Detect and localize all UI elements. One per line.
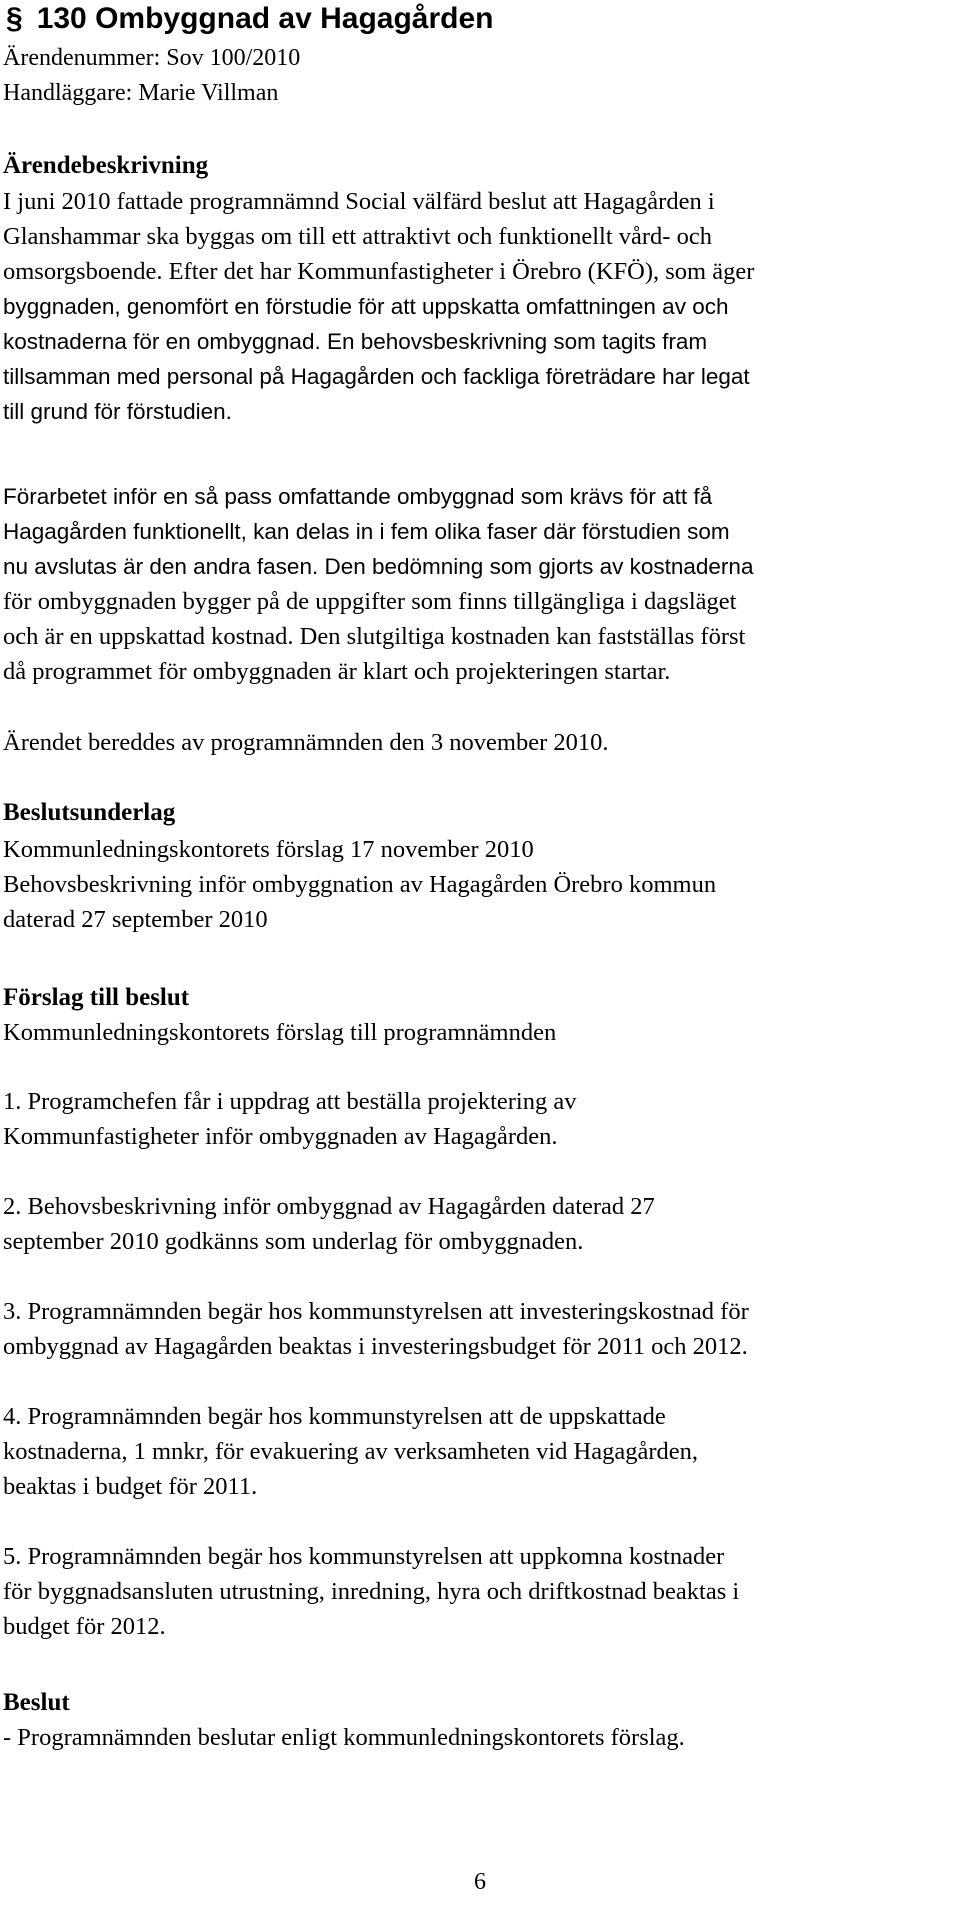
- basis-list: [3, 832, 955, 937]
- text-line: kostnaderna för en ombyggnad. En behovsbeskrivning som tagits fram: [3, 329, 708, 354]
- case-handler: Handläggare: Marie Villman: [3, 80, 279, 106]
- case-number: Ärendenummer: Sov 100/2010: [3, 45, 301, 71]
- description-paragraph-3: [3, 725, 955, 760]
- text-line: 4. Programnämnden begär hos kommunstyrelsen att de uppskattade: [3, 1403, 666, 1430]
- page-number: 6: [474, 1869, 486, 1895]
- text-line: ombyggnad av Hagagården beaktas i investeringsbudget för 2011 och 2012.: [3, 1333, 748, 1360]
- description-paragraph-2: [3, 479, 955, 689]
- text-line: beaktas i budget för 2011.: [3, 1473, 258, 1500]
- basis-item: Kommunledningskontorets förslag 17 november 2010: [3, 836, 534, 863]
- text-line: och är en uppskattad kostnad. Den slutgiltiga kostnaden kan fastställas först: [3, 623, 746, 650]
- text-line: tillsamman med personal på Hagagården och fackliga företrädare har legat: [3, 364, 750, 389]
- text-line: Hagagården funktionellt, kan delas in i fem olika faser där förstudien som: [3, 519, 730, 544]
- text-line: för byggnadsansluten utrustning, inredning, hyra och driftkostnad beaktas i: [3, 1578, 740, 1605]
- decision-heading: Beslut: [3, 1689, 70, 1716]
- text-line: omsorgsboende. Efter det har Kommunfastigheter i Örebro (KFÖ), som äger: [3, 258, 755, 285]
- text-line: budget för 2012.: [3, 1613, 166, 1640]
- text-line: kostnaderna, 1 mnkr, för evakuering av verksamheten vid Hagagården,: [3, 1438, 698, 1465]
- text-line: Ärendet bereddes av programnämnden den 3 november 2010.: [3, 729, 609, 756]
- text-line: 1. Programchefen får i uppdrag att beställa projektering av: [3, 1088, 577, 1115]
- text-line: Kommunfastigheter inför ombyggnaden av Hagagården.: [3, 1123, 558, 1150]
- proposal-intro: [3, 1015, 955, 1050]
- text-line: 5. Programnämnden begär hos kommunstyrelsen att uppkomna kostnader: [3, 1543, 725, 1570]
- text-line: I juni 2010 fattade programnämnd Social välfärd beslut att Hagagården i: [3, 188, 715, 215]
- proposal-heading: Förslag till beslut: [3, 984, 190, 1011]
- text-line: Glanshammar ska byggas om till ett attraktivt och funktionellt vård- och: [3, 223, 712, 250]
- text-line: byggnaden, genomfört en förstudie för att uppskatta omfattningen av och: [3, 294, 729, 319]
- text-line: Kommunledningskontorets förslag till programnämnden: [3, 1019, 557, 1046]
- proposal-item-1: [3, 1084, 955, 1154]
- basis-item: Behovsbeskrivning inför ombyggnation av Hagagården Örebro kommun: [3, 871, 717, 898]
- proposal-item-2: [3, 1189, 955, 1259]
- text-line: 3. Programnämnden begär hos kommunstyrelsen att investeringskostnad för: [3, 1298, 749, 1325]
- basis-heading: Beslutsunderlag: [3, 799, 176, 826]
- description-paragraph-1: [3, 184, 955, 429]
- text-line: september 2010 godkänns som underlag för ombyggnaden.: [3, 1228, 584, 1255]
- text-line: då programmet för ombyggnaden är klart och projekteringen startar.: [3, 658, 671, 685]
- section-heading: [6, 0, 494, 38]
- proposal-item-4: [3, 1399, 955, 1504]
- proposal-item-5: [3, 1539, 955, 1644]
- section-title: 130 Ombyggnad av Hagagården: [36, 2, 494, 35]
- text-line: nu avslutas är den andra fasen. Den bedömning som gjorts av kostnaderna: [3, 554, 754, 579]
- basis-item: daterad 27 september 2010: [3, 906, 268, 933]
- decision-text: [3, 1720, 955, 1755]
- text-line: till grund för förstudien.: [3, 399, 232, 424]
- text-line: - Programnämnden beslutar enligt kommunledningskontorets förslag.: [3, 1724, 685, 1751]
- text-line: 2. Behovsbeskrivning inför ombyggnad av Hagagården daterad 27: [3, 1193, 655, 1220]
- text-line: Förarbetet inför en så pass omfattande ombyggnad som krävs för att få: [3, 484, 713, 509]
- text-line: för ombyggnaden bygger på de uppgifter som finns tillgängliga i dagsläget: [3, 588, 737, 615]
- section-sign: §: [6, 2, 23, 35]
- proposal-item-3: [3, 1294, 955, 1364]
- description-heading: Ärendebeskrivning: [3, 152, 209, 179]
